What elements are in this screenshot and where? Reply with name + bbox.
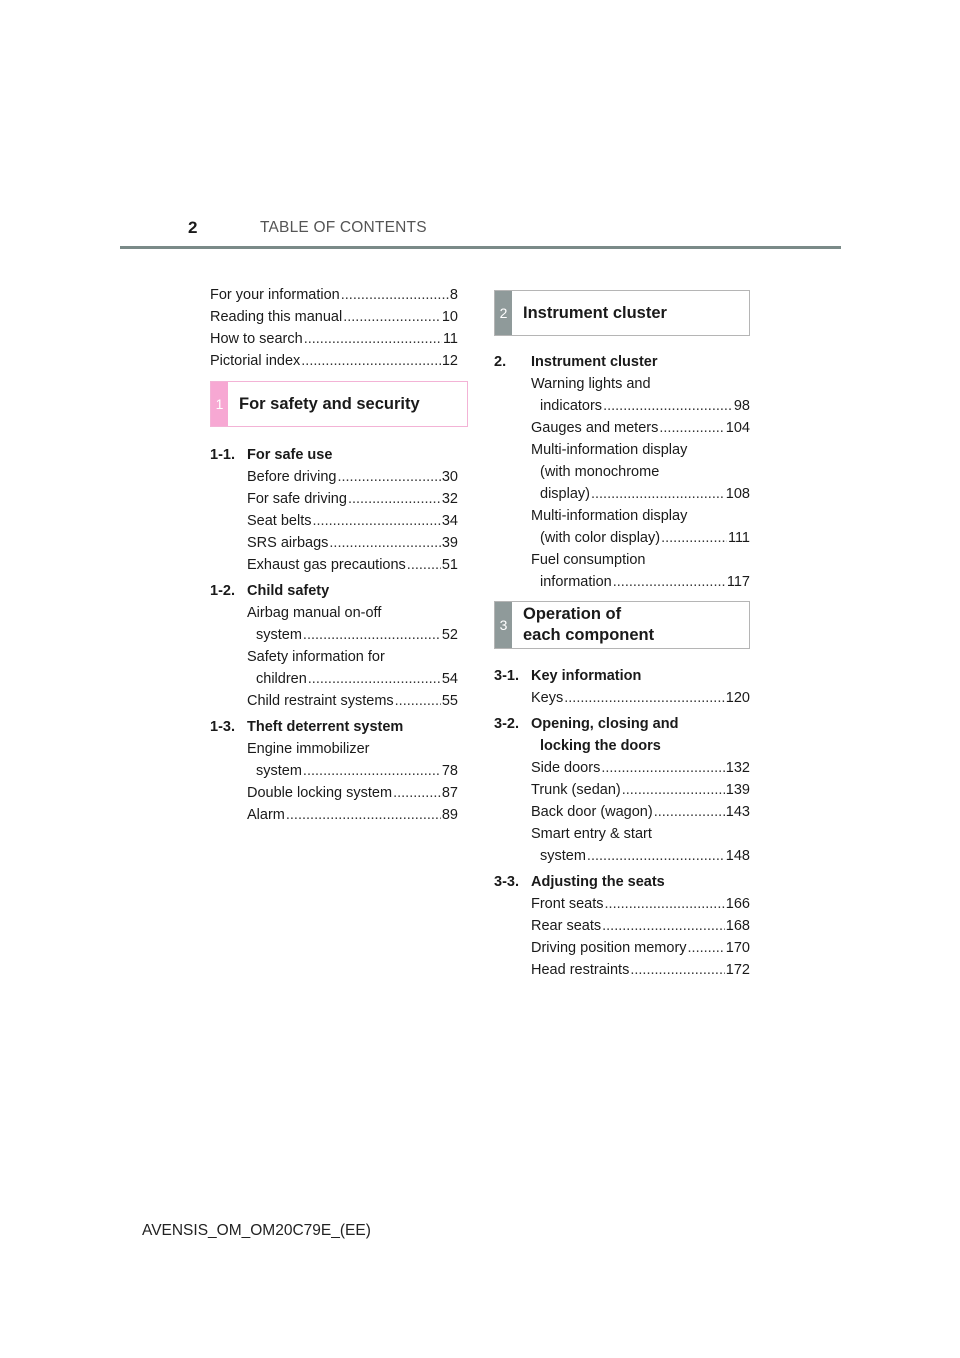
toc-entry[interactable]: Pictorial index ..... 12: [210, 350, 458, 372]
page-header: [120, 216, 841, 249]
section-heading[interactable]: 1-3. Theft deterrent system: [210, 719, 404, 735]
toc-entry[interactable]: Child restraint systems ..... 55: [247, 690, 458, 712]
toc-entry[interactable]: How to search ..... 11: [210, 328, 458, 350]
chapter-1-header[interactable]: [210, 381, 468, 427]
section-1-1: [210, 444, 458, 576]
toc-left-column: [210, 284, 458, 826]
toc-entry[interactable]: Engine immobilizer system ..... 78: [247, 738, 458, 782]
section-heading[interactable]: 3-2. Opening, closing and locking the doors: [494, 716, 679, 754]
toc-entry[interactable]: Multi-information display (with monochrome display) ..... 108: [531, 439, 750, 505]
toc-entry[interactable]: For your information ..... 8: [210, 284, 458, 306]
toc-entry[interactable]: Head restraints ..... 172: [531, 959, 750, 981]
section-1-2: [210, 580, 458, 712]
toc-entry[interactable]: For safe driving ..... 32: [247, 488, 458, 510]
chapter-2-header[interactable]: [494, 290, 750, 336]
toc-entry[interactable]: Warning lights and indicators ..... 98: [531, 373, 750, 417]
section-3-1: [494, 665, 750, 709]
chapter-2-tab: 2: [495, 291, 512, 335]
toc-entry[interactable]: Multi-information display (with color display) ..... 111: [531, 505, 750, 549]
toc-entry[interactable]: Double locking system ..... 87: [247, 782, 458, 804]
toc-entry[interactable]: Safety information for children ..... 54: [247, 646, 458, 690]
toc-entry[interactable]: Driving position memory ..... 170: [531, 937, 750, 959]
chapter-1-title: For safety and security: [239, 394, 420, 413]
section-2: [494, 351, 750, 593]
chapter-1-tab: 1: [211, 382, 228, 426]
document-code: AVENSIS_OM_OM20C79E_(EE): [142, 1222, 371, 1239]
section-1-3: [210, 716, 458, 826]
section-3-2: [494, 713, 750, 867]
toc-right-column: [494, 290, 750, 981]
page-number: 2: [188, 218, 198, 237]
section-heading[interactable]: 2. Instrument cluster: [494, 354, 658, 370]
toc-entry[interactable]: Before driving ..... 30: [247, 466, 458, 488]
toc-entry[interactable]: Reading this manual ..... 10: [210, 306, 458, 328]
section-3-3: [494, 871, 750, 981]
chapter-3-tab: 3: [495, 602, 512, 648]
section-heading[interactable]: 1-2. Child safety: [210, 583, 330, 599]
toc-entry[interactable]: Exhaust gas precautions ..... 51: [247, 554, 458, 576]
toc-entry[interactable]: Back door (wagon) ..... 143: [531, 801, 750, 823]
toc-entry[interactable]: Rear seats ..... 168: [531, 915, 750, 937]
toc-entry[interactable]: Front seats ..... 166: [531, 893, 750, 915]
toc-entry[interactable]: Trunk (sedan) ..... 139: [531, 779, 750, 801]
section-heading[interactable]: 3-1. Key information: [494, 668, 642, 684]
chapter-3-header[interactable]: [494, 601, 750, 649]
toc-entry[interactable]: Smart entry & start system ..... 148: [531, 823, 750, 867]
toc-entry[interactable]: Gauges and meters ..... 104: [531, 417, 750, 439]
chapter-3-title: Operation of each component: [523, 605, 655, 644]
toc-entry[interactable]: Side doors ..... 132: [531, 757, 750, 779]
intro-list: [210, 284, 458, 372]
chapter-2-title: Instrument cluster: [523, 303, 667, 322]
toc-entry[interactable]: Fuel consumption information ..... 117: [531, 549, 750, 593]
toc-entry[interactable]: Keys ..... 120: [531, 687, 750, 709]
toc-entry[interactable]: Seat belts ..... 34: [247, 510, 458, 532]
toc-entry[interactable]: Airbag manual on-off system ..... 52: [247, 602, 458, 646]
toc-entry[interactable]: Alarm ..... 89: [247, 804, 458, 826]
section-heading[interactable]: 1-1. For safe use: [210, 447, 333, 463]
header-title: TABLE OF CONTENTS: [260, 219, 427, 236]
toc-entry[interactable]: SRS airbags ..... 39: [247, 532, 458, 554]
section-heading[interactable]: 3-3. Adjusting the seats: [494, 874, 665, 890]
